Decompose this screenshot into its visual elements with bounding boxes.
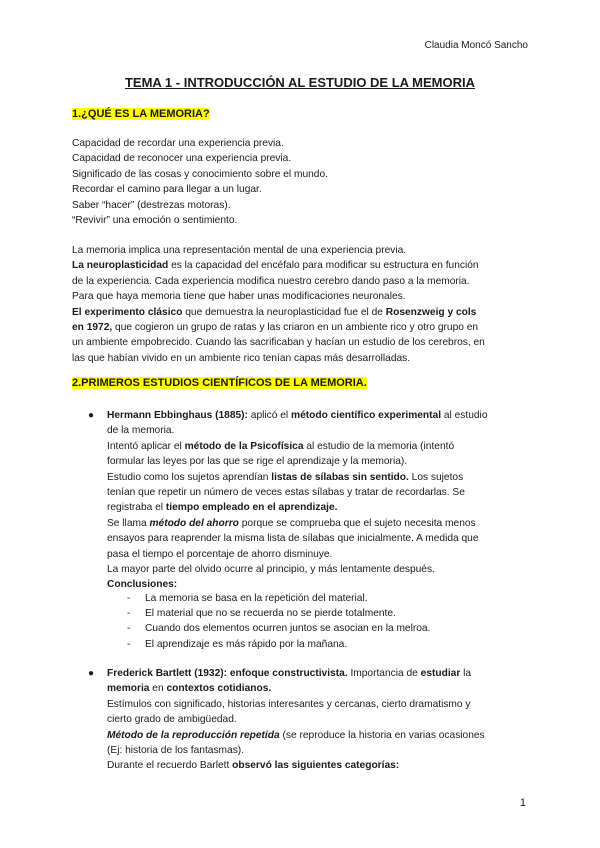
bullet-icon: ● [88,410,95,421]
bartlett-item [107,666,527,774]
dash-icon: - [127,639,131,650]
term-repeated-reproduction: Método de la reproducción repetida [107,729,280,741]
paragraph-line [107,408,527,423]
list-item: Capacidad de reconocer una experiencia previa. [72,153,292,165]
neuroplasticity-paragraph [72,243,532,366]
paragraph-line [107,470,527,485]
paragraph-line: pasa el tiempo el porcentaje de ahorro disminuye. [107,548,333,560]
conclusion-item: Cuando dos elementos ocurren juntos se asocian en la melroa. [145,623,431,634]
section-1-heading-text: 1.¿QUÉ ES LA MEMORIA? [72,108,210,120]
text-run: Importancia de [347,668,421,679]
author-header: Claudia Moncó Sancho [424,40,528,51]
paragraph-line: La mayor parte del olvido ocurre al principio, y más lentamente después. [107,564,435,576]
text-run: (se reproduce la historia en varias ocasiones [279,729,485,741]
dash-icon: - [127,608,131,619]
conclusion-item: El aprendizaje es más rápido por la mañana. [145,639,348,650]
term-rosenzweig: Rosenzweig y cols [385,306,477,318]
ebbinghaus-item [107,408,527,593]
paragraph-line [107,500,527,515]
paragraph-line: de la memoria. [107,425,175,437]
text-run: es la capacidad del encéfalo para modificar su estructura en función [168,260,479,272]
text-run: registraba el [107,502,166,514]
text-run: aplicó el [247,410,292,421]
paragraph-line: La memoria implica una representación mental de una experiencia previa. [72,245,407,256]
paragraph-line: (Ej: historia de los fantasmas). [107,745,245,757]
text-run: Durante el recuerdo Barlett [107,760,233,772]
list-item: “Revivir” una emoción o sentimiento. [72,215,238,227]
term-psychophysics: método de la Psicofísica [184,440,304,452]
page-title: TEMA 1 - INTRODUCCIÓN AL ESTUDIO DE LA MEMORIA [124,75,476,90]
term-bartlett: Frederick Bartlett (1932): enfoque constructivista. [107,668,348,679]
term-daily-contexts: contextos cotidianos. [166,683,272,695]
term-ebbinghaus: Hermann Ebbinghaus (1885): [107,410,248,421]
paragraph-line [72,258,532,273]
paragraph-line [107,728,527,743]
term-syllable-lists: listas de sílabas sin sentido. [271,471,409,483]
text-run: al estudio de la memoria (intentó [303,440,455,452]
term-study: estudiar [420,668,461,679]
list-item: Recordar el camino para llegar a un lugar. [72,184,262,196]
text-run: que cogieron un grupo de ratas y las criaron en un ambiente rico y otro grupo en [112,322,479,334]
section-2-heading [72,377,367,389]
paragraph-line [107,439,527,454]
list-item: Significado de las cosas y conocimiento sobre el mundo. [72,168,328,180]
paragraph-line: Estímulos con significado, historias interesantes y cercanas, cierto dramatismo y [107,698,471,710]
text-run: Los sujetos [408,471,464,483]
text-run: en [149,683,167,695]
list-item: Capacidad de recordar una experiencia previa. [72,138,284,149]
paragraph-line [107,516,527,531]
term-scientific-method: método científico experimental [291,410,442,421]
text-run: porque se comprueba que el sujeto necesita menos [238,517,476,529]
paragraph-line [107,681,527,696]
term-classic-experiment: El experimento clásico [72,306,183,318]
term-neuroplasticity: La neuroplasticidad [72,260,169,272]
paragraph-line: formular las leyes por las que se rige el aprendizaje y la memoria). [107,456,408,468]
term-savings-method: método del ahorro [149,517,239,529]
term-memory: memoria [107,683,150,695]
paragraph-line: cierto grado de ambigüedad. [107,714,237,726]
paragraph-line: las que habían vivido en un ambiente rico tenían capas más desarrolladas. [72,352,411,364]
paragraph-line [72,305,532,320]
text-run: Intentó aplicar el [107,440,185,452]
bullet-icon: ● [88,668,95,679]
term-learning-time: tiempo empleado en el aprendizaje. [165,502,338,514]
list-item: Saber “hacer” (destrezas motoras). [72,199,231,211]
paragraph-line: de la experiencia. Cada experiencia modifica nuestro cerebro dando paso a la memoria. [72,275,470,287]
paragraph-line [107,666,527,681]
text-run: Estudio como los sujetos aprendían [107,471,272,483]
section-1-heading [72,108,210,120]
term-year-1972: en 1972, [72,322,113,334]
paragraph-line: un ambiente empobrecido. Cuando las sacrificaban y hacían un estudio de los cerebros, en [72,337,485,349]
paragraph-line [72,320,532,335]
paragraph-line [107,577,527,592]
section-2-heading-text: 2.PRIMEROS ESTUDIOS CIENTÍFICOS DE LA MEMORIA. [72,377,367,389]
paragraph-line [107,758,527,773]
text-run: al estudio [441,410,488,421]
page-number: 1 [519,797,526,809]
text-run: la [460,668,472,679]
paragraph-line: ensayos para reaprender la misma lista de sílabas que inicialmente. A medida que [107,533,479,545]
term-categories: observó las siguientes categorías: [232,760,400,772]
dash-icon: - [127,623,131,634]
text-run: Se llama [107,517,150,529]
paragraph-line: Para que haya memoria tiene que haber unas modificaciones neuronales. [72,291,406,303]
conclusion-item: La memoria se basa en la repetición del material. [145,593,368,604]
dash-icon: - [127,593,131,604]
paragraph-line: tenían que repetir un número de veces estas sílabas y tratar de recordarlas. Se [107,487,465,499]
text-run: que demuestra la neuroplasticidad fue el de [182,306,386,318]
conclusion-item: El material que no se recuerda no se pierde totalmente. [145,608,396,619]
conclusions-label: Conclusiones: [107,579,178,591]
memory-definition-list [72,136,532,228]
